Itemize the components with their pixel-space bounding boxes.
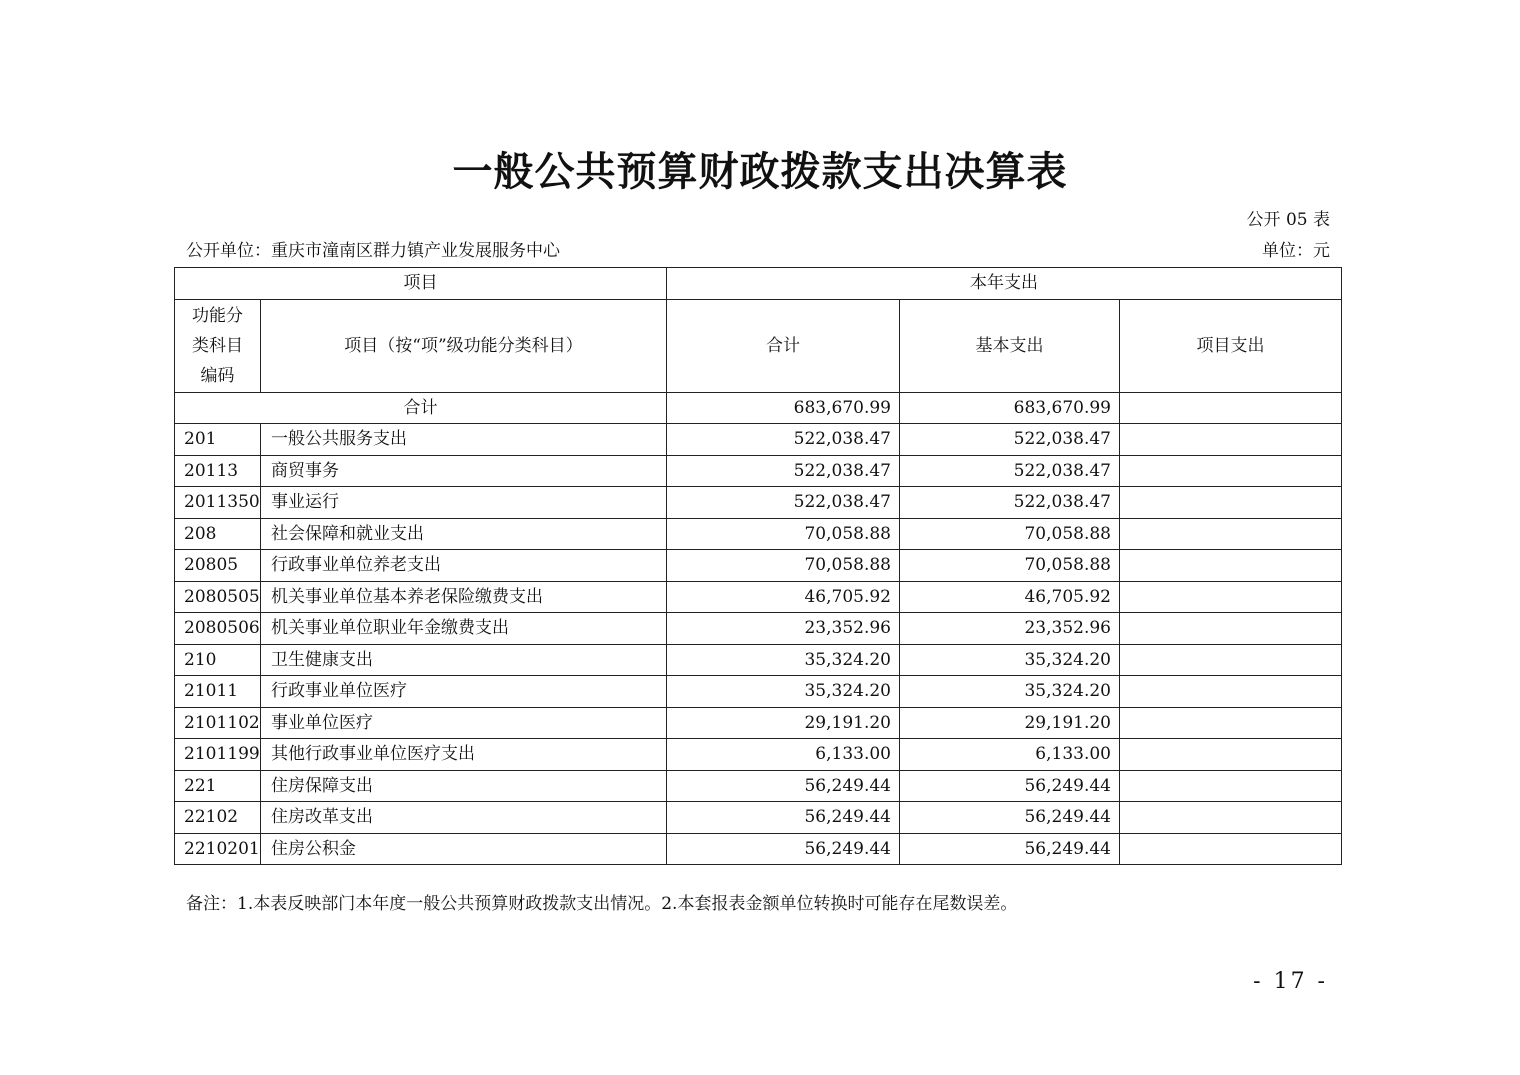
table-row: [175, 613, 1342, 645]
row-project: [1120, 550, 1342, 582]
total-row: [175, 392, 1342, 424]
row-total: 35,324.20: [667, 676, 900, 708]
row-basic: 56,249.44: [900, 833, 1120, 865]
row-project: [1120, 770, 1342, 802]
table-row: [175, 770, 1342, 802]
row-name: 社会保障和就业支出: [261, 518, 667, 550]
row-basic: 35,324.20: [900, 676, 1120, 708]
table-row: [175, 550, 1342, 582]
page-number: - 17 -: [1253, 969, 1328, 994]
row-name: 一般公共服务支出: [261, 424, 667, 456]
total-amount: 683,670.99: [667, 392, 900, 424]
table-row: [175, 487, 1342, 519]
row-name: 机关事业单位职业年金缴费支出: [261, 613, 667, 645]
row-basic: 29,191.20: [900, 707, 1120, 739]
row-name: 行政事业单位养老支出: [261, 550, 667, 582]
row-code: 2080505: [175, 581, 261, 613]
row-total: 56,249.44: [667, 802, 900, 834]
row-total: 522,038.47: [667, 455, 900, 487]
row-project: [1120, 739, 1342, 771]
row-project: [1120, 833, 1342, 865]
header-item: 项目: [175, 268, 667, 300]
row-name: 住房保障支出: [261, 770, 667, 802]
row-total: 23,352.96: [667, 613, 900, 645]
row-code: 210: [175, 644, 261, 676]
header-code-line: 编码: [200, 365, 235, 386]
row-code: 2101199: [175, 739, 261, 771]
row-project: [1120, 581, 1342, 613]
row-total: 6,133.00: [667, 739, 900, 771]
row-project: [1120, 487, 1342, 519]
row-name: 机关事业单位基本养老保险缴费支出: [261, 581, 667, 613]
row-code: 20805: [175, 550, 261, 582]
header-total: 合计: [667, 299, 900, 392]
row-basic: 522,038.47: [900, 487, 1120, 519]
row-name: 行政事业单位医疗: [261, 676, 667, 708]
row-total: 46,705.92: [667, 581, 900, 613]
table-row: [175, 518, 1342, 550]
row-basic: 56,249.44: [900, 770, 1120, 802]
form-number: 公开 05 表: [1246, 210, 1330, 230]
row-basic: 35,324.20: [900, 644, 1120, 676]
total-label: 合计: [175, 392, 667, 424]
row-total: 56,249.44: [667, 770, 900, 802]
table-header-row: [175, 268, 1342, 300]
page-title: 一般公共预算财政拨款支出决算表: [452, 148, 1068, 195]
table-row: [175, 802, 1342, 834]
row-code: 2011350: [175, 487, 261, 519]
row-total: 29,191.20: [667, 707, 900, 739]
table-row: [175, 676, 1342, 708]
reporting-unit: 公开单位：重庆市潼南区群力镇产业发展服务中心: [186, 241, 560, 261]
row-project: [1120, 424, 1342, 456]
row-name: 住房公积金: [261, 833, 667, 865]
table-subheader-row: [175, 299, 1342, 392]
table-row: [175, 739, 1342, 771]
row-name: 商贸事务: [261, 455, 667, 487]
header-project: 项目支出: [1120, 299, 1342, 392]
header-code-line: 类科目: [192, 335, 243, 356]
table-note: 备注：1.本表反映部门本年度一般公共预算财政拨款支出情况。2.本套报表金额单位转换时可能存在尾数误差。: [186, 894, 1018, 914]
row-code: 2101102: [175, 707, 261, 739]
row-project: [1120, 455, 1342, 487]
row-project: [1120, 518, 1342, 550]
row-name: 事业运行: [261, 487, 667, 519]
row-basic: 56,249.44: [900, 802, 1120, 834]
total-basic: 683,670.99: [900, 392, 1120, 424]
total-project: [1120, 392, 1342, 424]
row-total: 522,038.47: [667, 487, 900, 519]
row-project: [1120, 644, 1342, 676]
row-name: 卫生健康支出: [261, 644, 667, 676]
table-row: [175, 644, 1342, 676]
row-basic: 522,038.47: [900, 455, 1120, 487]
row-code: 2210201: [175, 833, 261, 865]
row-code: 21011: [175, 676, 261, 708]
row-name: 其他行政事业单位医疗支出: [261, 739, 667, 771]
table-row: [175, 581, 1342, 613]
row-total: 522,038.47: [667, 424, 900, 456]
row-basic: 70,058.88: [900, 518, 1120, 550]
header-basic: 基本支出: [900, 299, 1120, 392]
row-basic: 522,038.47: [900, 424, 1120, 456]
row-code: 201: [175, 424, 261, 456]
row-project: [1120, 707, 1342, 739]
row-total: 70,058.88: [667, 518, 900, 550]
row-name: 住房改革支出: [261, 802, 667, 834]
row-name: 事业单位医疗: [261, 707, 667, 739]
row-project: [1120, 613, 1342, 645]
row-code: 221: [175, 770, 261, 802]
row-basic: 70,058.88: [900, 550, 1120, 582]
row-project: [1120, 676, 1342, 708]
header-code-line: 功能分: [192, 305, 243, 326]
row-basic: 23,352.96: [900, 613, 1120, 645]
row-total: 35,324.20: [667, 644, 900, 676]
header-current-year: 本年支出: [667, 268, 1342, 300]
table-row: [175, 833, 1342, 865]
row-code: 20113: [175, 455, 261, 487]
row-basic: 46,705.92: [900, 581, 1120, 613]
row-total: 56,249.44: [667, 833, 900, 865]
currency-unit: 单位：元: [1262, 241, 1330, 261]
row-project: [1120, 802, 1342, 834]
table-row: [175, 707, 1342, 739]
row-basic: 6,133.00: [900, 739, 1120, 771]
header-code: [175, 299, 261, 392]
table-row: [175, 424, 1342, 456]
expenditure-table: [174, 267, 1342, 865]
row-code: 22102: [175, 802, 261, 834]
table-row: [175, 455, 1342, 487]
row-code: 208: [175, 518, 261, 550]
row-total: 70,058.88: [667, 550, 900, 582]
header-item-name: 项目（按“项”级功能分类科目）: [261, 299, 667, 392]
row-code: 2080506: [175, 613, 261, 645]
